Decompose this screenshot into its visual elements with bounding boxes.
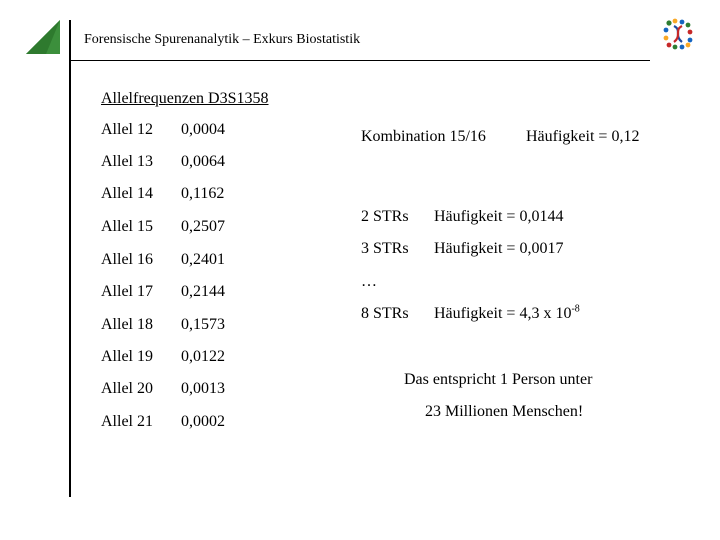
str-frequency-base: Häufigkeit = 4,3 x 10	[434, 305, 572, 322]
header-underline	[70, 60, 650, 61]
allele-label: Allel 16	[101, 251, 153, 268]
allele-frequency: 0,2401	[181, 251, 225, 268]
allele-label: Allel 21	[101, 413, 153, 430]
ellipsis: …	[361, 273, 377, 290]
allele-label: Allel 20	[101, 380, 153, 397]
combination-frequency: Häufigkeit = 0,12	[526, 128, 640, 145]
str-frequency-exponent: -8	[571, 303, 580, 315]
allele-row	[101, 251, 301, 271]
allele-row	[101, 153, 301, 173]
allele-label: Allel 19	[101, 348, 153, 365]
allele-row	[101, 380, 301, 400]
str-frequency: Häufigkeit = 0,0017	[434, 240, 564, 257]
allele-label: Allel 13	[101, 153, 153, 170]
allele-row	[101, 413, 301, 433]
allele-frequency: 0,0064	[181, 153, 225, 170]
header-title: Forensische Spurenanalytik – Exkurs Biostatistik	[84, 32, 361, 47]
str-count-label: 8 STRs	[361, 305, 409, 322]
conclusion-line-2: 23 Millionen Menschen!	[425, 403, 584, 420]
allele-row	[101, 185, 301, 205]
str-count-label: 2 STRs	[361, 208, 409, 225]
str-frequency: Häufigkeit = 0,0144	[434, 208, 564, 225]
allele-frequency: 0,0002	[181, 413, 225, 430]
corner-triangle-icon	[26, 20, 60, 54]
allele-label: Allel 12	[101, 121, 153, 138]
allele-row	[101, 316, 301, 336]
allele-label: Allel 18	[101, 316, 153, 333]
allele-label: Allel 15	[101, 218, 153, 235]
str-count-label: 3 STRs	[361, 240, 409, 257]
str-frequency	[434, 305, 580, 323]
allele-row	[101, 218, 301, 238]
allele-row	[101, 283, 301, 303]
allele-row	[101, 121, 301, 141]
allele-row	[101, 348, 301, 368]
conclusion-line-1: Das entspricht 1 Person unter	[404, 371, 593, 388]
allele-frequency: 0,1162	[181, 185, 225, 202]
allele-frequency: 0,2144	[181, 283, 225, 300]
allele-frequency: 0,0122	[181, 348, 225, 365]
allele-frequency: 0,0004	[181, 121, 225, 138]
dna-helix-icon	[663, 18, 693, 50]
allele-frequency: 0,1573	[181, 316, 225, 333]
allele-frequency: 0,0013	[181, 380, 225, 397]
allele-frequencies-title: Allelfrequenzen D3S1358	[101, 90, 269, 107]
allele-label: Allel 14	[101, 185, 153, 202]
allele-label: Allel 17	[101, 283, 153, 300]
allele-frequency: 0,2507	[181, 218, 225, 235]
combination-label: Kombination 15/16	[361, 128, 486, 145]
vertical-divider	[69, 20, 71, 497]
